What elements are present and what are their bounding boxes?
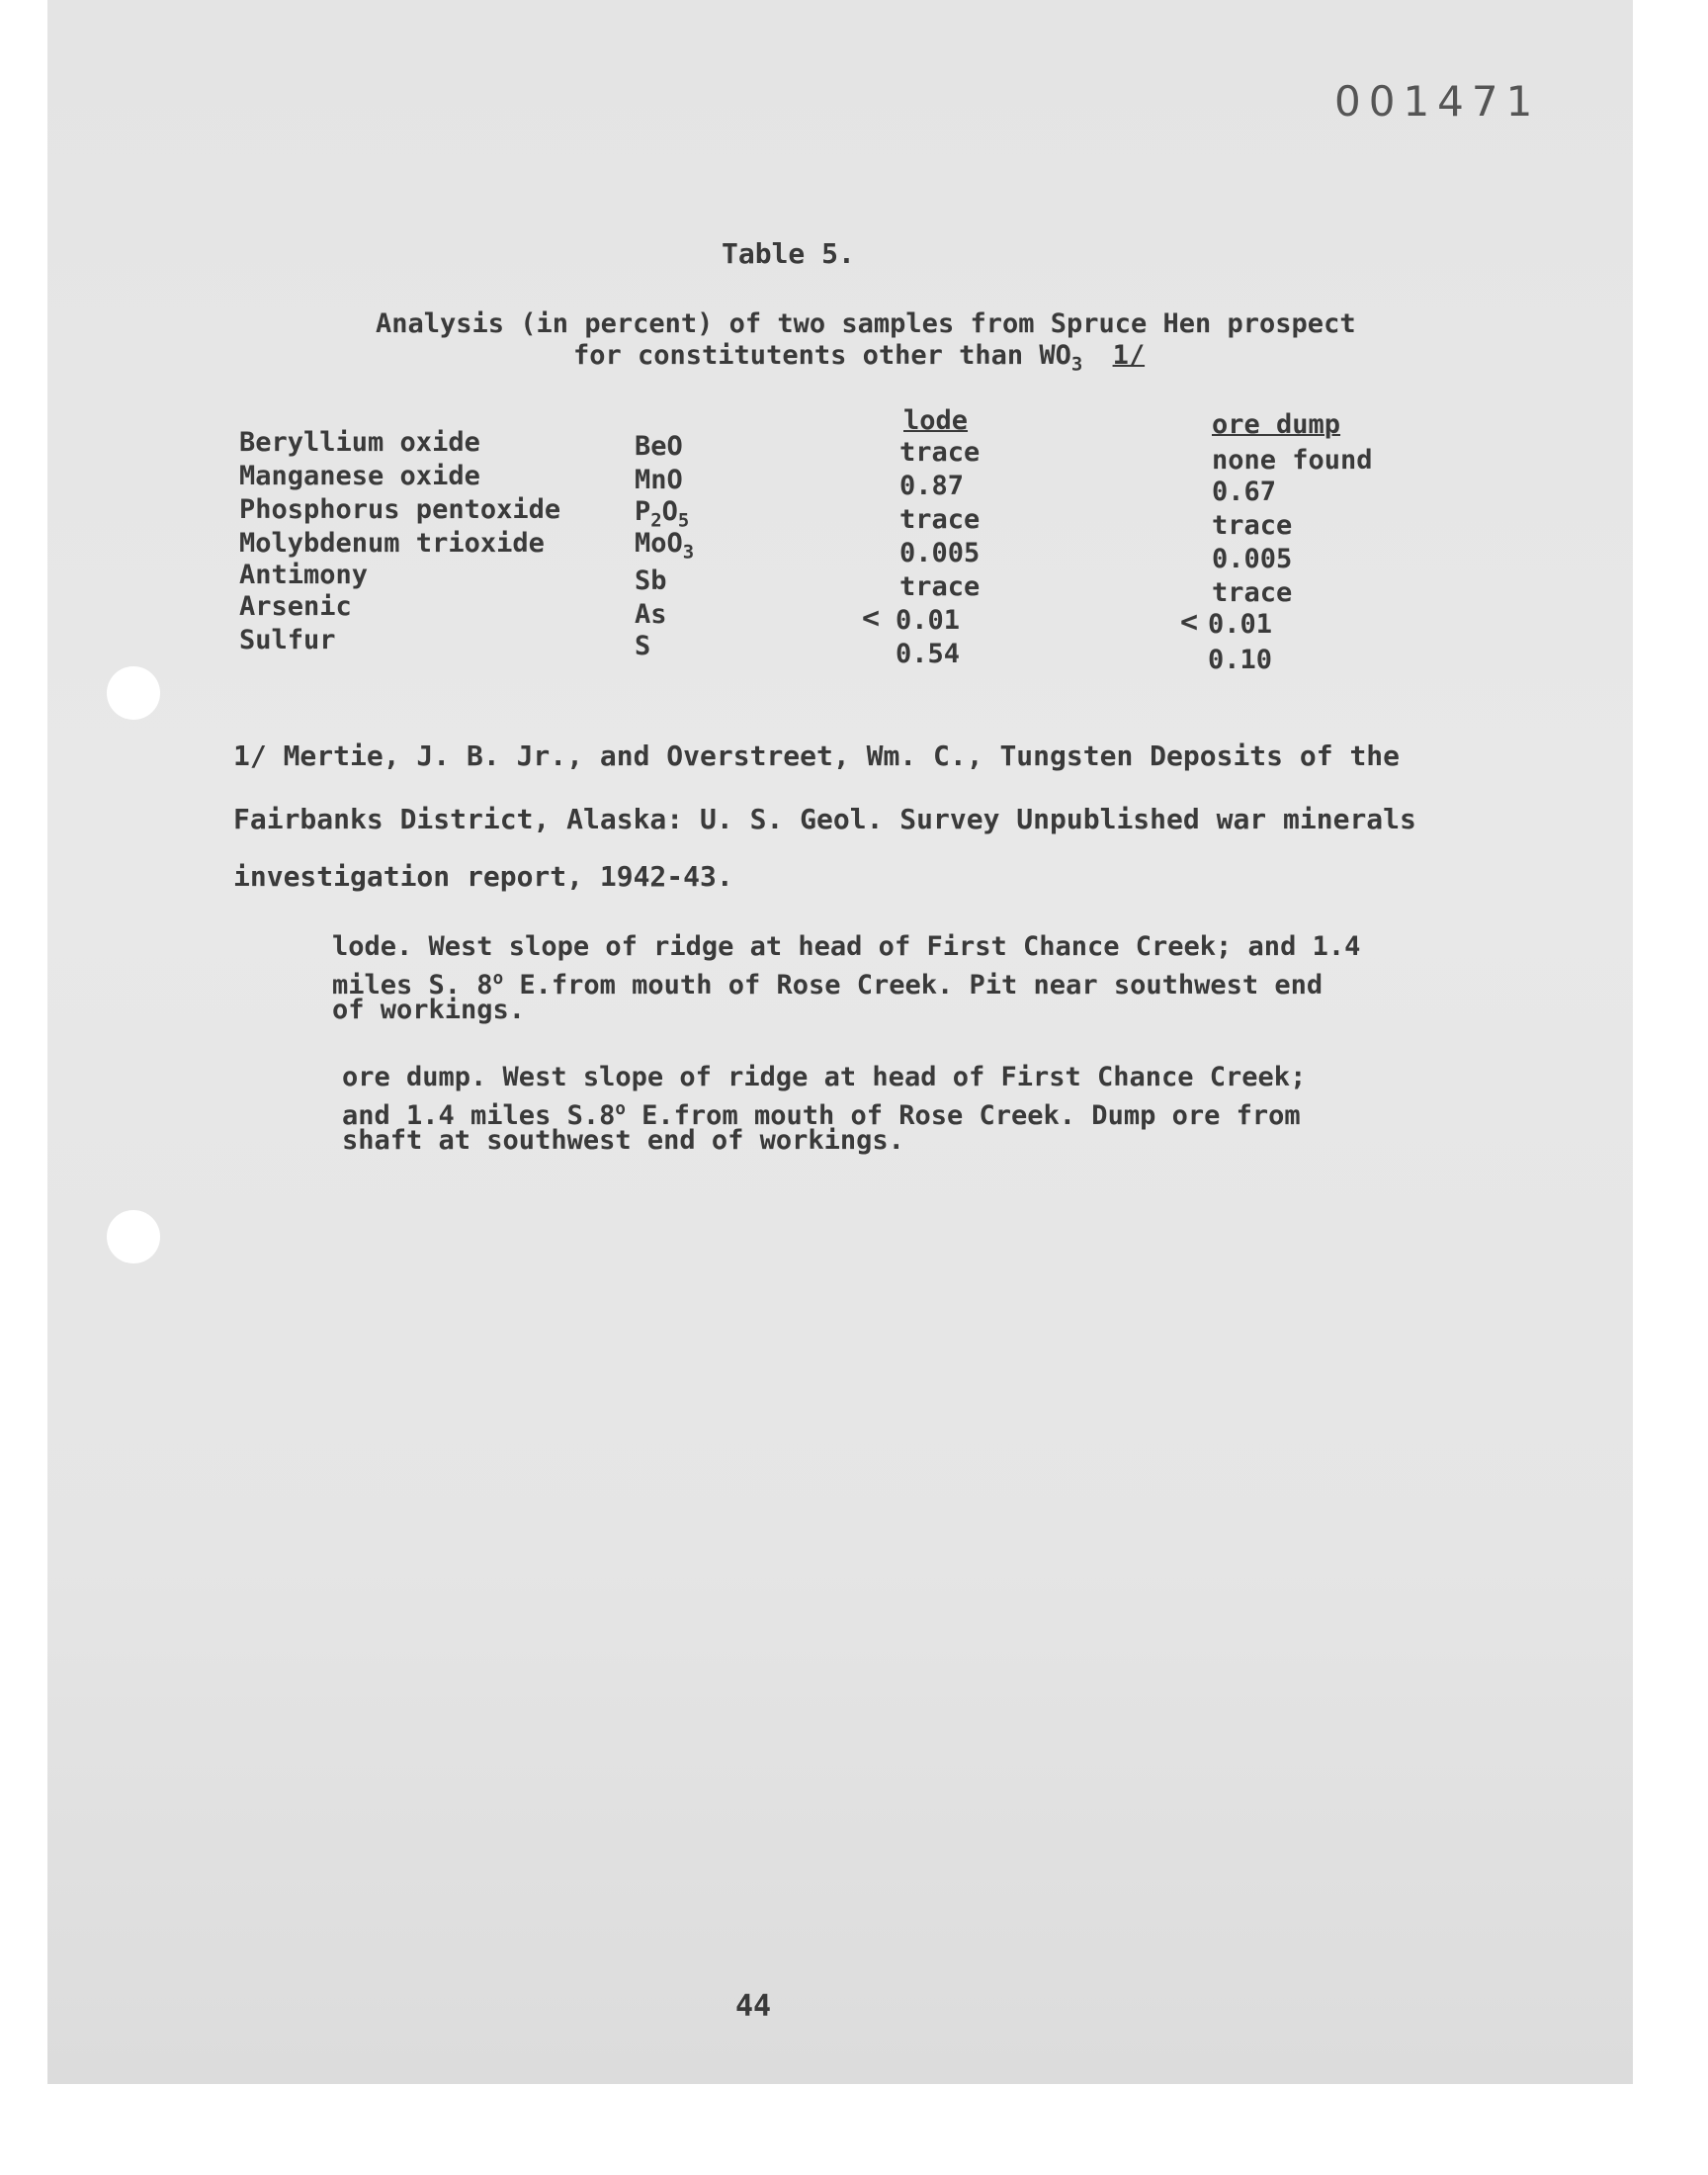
ore-dump-value: trace [1212, 577, 1293, 608]
punch-hole-bottom [107, 1210, 160, 1263]
heading-subscript: 3 [1070, 353, 1083, 376]
lode-value: trace [899, 504, 981, 535]
punch-hole-top [107, 666, 160, 720]
lode-note-line-3: of workings. [332, 995, 526, 1025]
constituent-name: Beryllium oxide [239, 427, 480, 458]
page-number: 44 [735, 1989, 772, 2024]
lode-value: 0.54 [896, 639, 961, 669]
constituent-symbol: S [635, 631, 651, 661]
footnote-line-1: 1/ Mertie, J. B. Jr., and Overstreet, Wm. C., Tungsten Deposits of the [233, 740, 1401, 772]
ore-dump-value: 0.10 [1208, 645, 1273, 675]
constituent-name: Molybdenum trioxide [239, 528, 545, 559]
ore-note-line-1: ore dump. West slope of ridge at head of First Chance Creek; [342, 1062, 1307, 1092]
constituent-name: Arsenic [239, 591, 352, 622]
constituent-symbol: BeO [635, 431, 683, 462]
constituent-name: Antimony [239, 560, 369, 590]
footnote-line-3: investigation report, 1942-43. [233, 860, 733, 893]
ore-dump-value: trace [1212, 510, 1293, 541]
constituent-symbol: Sb [635, 566, 667, 596]
table-title: Table 5. [722, 237, 855, 270]
ore-dump-value: 0.67 [1212, 477, 1277, 507]
constituent-symbol: MoO$_3$ [635, 528, 695, 564]
less-than-symbol: < [862, 601, 881, 636]
ore-note-line-2: and 1.4 miles S.8$^o$ E.from mouth of Rose Creek. Dump ore from [342, 1099, 1301, 1131]
lode-value: 0.005 [899, 538, 981, 568]
ore-note-line-3: shaft at southwest end of workings. [342, 1125, 904, 1156]
lode-note-line-1: lode. West slope of ridge at head of First Chance Creek; and 1.4 [332, 931, 1361, 962]
ore-dump-value: 0.005 [1212, 544, 1293, 574]
footnote-ref: 1/ [1112, 340, 1146, 371]
ore-dump-value: none found [1212, 445, 1373, 476]
heading-prefix: for constitutents other than WO [573, 340, 1071, 371]
constituent-symbol: MnO [635, 465, 683, 495]
lode-value: trace [899, 571, 981, 602]
lode-note-line-2: miles S. 8$^o$ E.from mouth of Rose Creek. Pit near southwest end [332, 969, 1324, 1000]
table-heading-line-1: Analysis (in percent) of two samples from Spruce Hen prospect [376, 308, 1356, 339]
constituent-name: Phosphorus pentoxide [239, 494, 561, 525]
ore-dump-value: 0.01 [1208, 609, 1273, 640]
constituent-symbol: As [635, 599, 667, 630]
footnote-line-2: Fairbanks District, Alaska: U. S. Geol. Survey Unpublished war minerals [233, 803, 1416, 835]
lode-value: trace [899, 437, 981, 468]
table-heading-line-2 [573, 340, 1145, 375]
constituent-name: Sulfur [239, 625, 336, 655]
less-than-symbol: < [1180, 605, 1199, 640]
column-header-ore-dump: ore dump [1212, 409, 1341, 440]
constituent-symbol: $P_2O_5$ [635, 496, 690, 532]
document-id-stamp: 001471 [1334, 77, 1541, 126]
column-header-lode: lode [903, 405, 969, 436]
lode-value: 0.87 [899, 471, 965, 501]
lode-value: 0.01 [896, 605, 961, 636]
constituent-name: Manganese oxide [239, 461, 480, 491]
